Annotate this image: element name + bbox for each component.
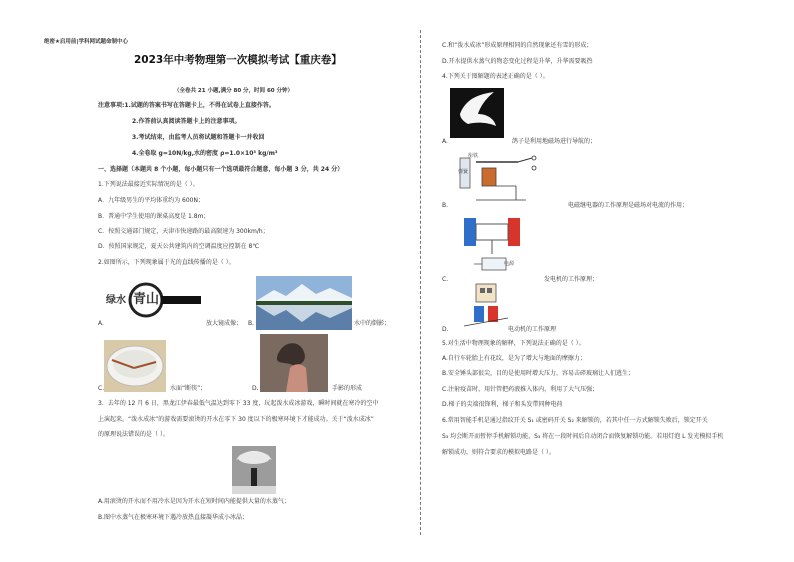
q4-stem: 4.下列关于图解题的表述正确的是（ ）。 (442, 73, 549, 80)
generator-diagram (460, 282, 512, 330)
column-divider (420, 30, 421, 535)
bowl-chopsticks-image (104, 340, 166, 392)
q2-option-c-letter: C. (98, 385, 105, 392)
q2-option-b-text: 水中的倒影； (354, 320, 391, 327)
motor-diagram (460, 214, 524, 274)
relay-label-spring: 弹簧 (458, 169, 469, 175)
q1-option-c: C．按照交通部门规定，天津市快速路的最高限速为 300km/h； (98, 228, 269, 235)
q4-option-b-letter: B. (442, 202, 449, 209)
note-1: 注意事项:1.试题的答案书写在答题卡上，不得在试卷上直接作答。 (98, 102, 275, 109)
q2-option-a-letter: A. (98, 320, 104, 327)
exam-title: 2023年中考物理第一次模拟考试【重庆卷】 (134, 54, 342, 66)
q6-line-2: S₃ 均会断开而暂停手机解锁功能，S₃ 将在一段时间后自动闭合而恢复解锁功能。若用灯泡 L 发光模拟手机 (442, 433, 724, 440)
q5-stem: 5.对生活中物理现象的解释，下列说法正确的是（ ）。 (442, 340, 585, 347)
icon-right-text: 青山 (133, 292, 160, 307)
icon-left-text: 绿水 (106, 295, 126, 306)
q3-line-1: 3．去年的 12 月 6 日，黑龙江伊春最低气温达到零下 33 度，玩起泼水成冰游戏，瞬时间就在寒冷的空中 (98, 400, 379, 407)
q5-option-d: D.梯子的尖端很锋利，梯子和头发带同种电荷 (442, 401, 563, 408)
watermark-header: 绝密★启用前|学科网试题命制中心 (44, 39, 128, 45)
q2-option-d-text: 手影的形成 (332, 385, 363, 392)
right-column (422, 0, 794, 562)
q3-option-d: D.开水提供水蒸气的物态变化过程是升华，升华需要吸热 (442, 58, 593, 65)
mountain-reflection-image (256, 276, 352, 330)
q3-option-b: B.图中水蒸气在极寒环境下遇冷放热直接凝华成小冰晶； (98, 514, 249, 521)
q1-stem: 1.下列说法最接近实际情况的是（ ）。 (98, 181, 199, 188)
exam-meta: （全卷共 21 小题,满分 80 分，时间 60 分钟） (174, 88, 294, 94)
hand-shadow-image (260, 334, 328, 392)
q2-option-b-letter: B. (248, 320, 255, 327)
q3-option-c: C.和“泼水成冰”形成原理相同的自然现象还有雪的形成； (442, 42, 593, 49)
q4-option-b-text: 电磁继电器的工作原理是磁场对电流的作用； (568, 202, 689, 209)
note-4: 4.全卷取 g=10N/kg,水的密度 ρ=1.0×10³ kg/m³ (132, 150, 278, 157)
q4-option-d-letter: D. (442, 326, 449, 333)
q6-line-3: 解锁成功，则符合要求的模拟电路是（ ）。 (442, 449, 555, 456)
q1-option-b: B．普通中学生使用的课桌高度是 1.8m； (98, 213, 210, 220)
q3-option-a: A.用滚烫的开水而不用冷水是因为开水在短时间内能提供大量的水蒸气； (98, 498, 290, 505)
q5-option-b: B.安全锤头部很尖，目的是使用时增大压力，容易击碎玻璃让人们逃生； (442, 370, 635, 377)
q1-option-d: D．按照国家规定，夏天公共建筑内的空调温度应控制在 8℃ (98, 243, 260, 250)
note-2: 2.作答前认真阅读答题卡上的注意事项。 (132, 118, 241, 125)
q3-line-2: 上演起来。“泼水成冰”的游戏需要滚烫的开水在零下 30 度以下的极寒环境下才能成功。关于“泼水成冰” (98, 416, 374, 423)
q4-option-c-letter: C. (442, 276, 449, 283)
q4-option-c-text: 发电机的工作原理； (544, 276, 599, 283)
q5-option-a: A.自行车轮胎上有花纹，是为了增大与地面的摩擦力； (442, 355, 586, 362)
section-1-heading: 一、选择题（本题共 8 个小题，每小题只有一个选项最符合题意，每小题 3 分，共 24 分） (98, 166, 344, 173)
relay-label-armature: 衔铁 (468, 153, 479, 159)
q2-option-c-text: 水面“断筷”； (170, 385, 207, 392)
q6-line-1: 6.常用智能手机是通过指纹开关 S₁ 或密码开关 S₂ 来解锁的，若其中任一方式解锁失败后，锁定开关 (442, 417, 708, 424)
motor-label-power: 电源 (504, 261, 515, 267)
water-splash-image (232, 446, 276, 494)
note-3: 3.考试结束，由监考人员将试题和答题卡一并收回 (132, 134, 265, 141)
q2-option-d-letter: D. (252, 385, 259, 392)
q2-option-a-text: 放大镜成像； (206, 320, 243, 327)
q4-option-a-text: 鸽子是利用地磁场进行导航的； (512, 138, 597, 145)
q4-option-a-letter: A. (442, 138, 448, 145)
q3-line-3: 的原理说法错误的是（ ）。 (98, 431, 169, 438)
dove-image (450, 88, 504, 138)
q2-stem: 2.如图所示，下列现象属于光的直线传播的是（ ）。 (98, 259, 235, 266)
q1-option-a: A．九年级男生的平均体重约为 600N； (98, 197, 204, 204)
q5-option-c: C.注射疫苗时，用针管把药液推入体内，利用了大气压强； (442, 386, 599, 393)
q4-option-d-text: 电动机的工作原理 (508, 326, 557, 333)
